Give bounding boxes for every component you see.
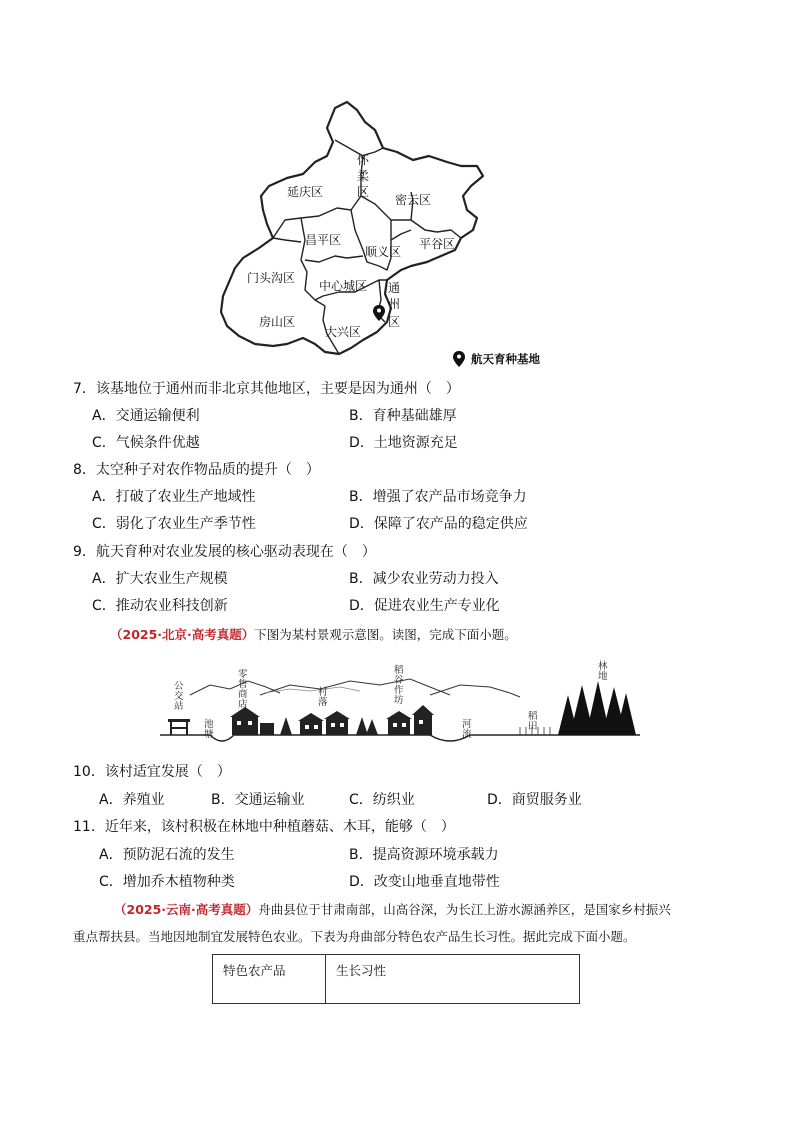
label-mill: 稻谷作坊 <box>394 665 404 706</box>
legend-pin-icon <box>453 351 465 367</box>
label-rice-field: 稻田 <box>528 711 538 732</box>
label-river: 河流 <box>462 719 472 740</box>
label-pinggu: 平谷区 <box>418 237 456 251</box>
source-tag: （2025·北京·高考真题） <box>110 627 255 642</box>
label-huairou-1: 怀 <box>356 153 370 167</box>
question-stem: 9．航天育种对农业发展的核心驱动表现在（ ） <box>73 544 376 560</box>
source-tag: （2025·云南·高考真题） <box>114 902 259 917</box>
option-a[interactable]: A．养殖业 <box>99 792 165 808</box>
option-d[interactable]: D．促进农业生产专业化 <box>349 598 500 614</box>
option-a[interactable]: A．预防泥石流的发生 <box>99 847 235 863</box>
village-houses <box>230 705 434 735</box>
forest <box>558 681 636 735</box>
label-huairou-2: 柔 <box>356 169 370 183</box>
village-scene-svg <box>160 655 640 755</box>
question-stem: 11．近年来，该村积极在林地中种植蘑菇、木耳，能够（ ） <box>73 819 455 835</box>
label-tongzhou-3: 区 <box>387 315 401 329</box>
legend-label: 航天育种基地 <box>471 352 540 366</box>
table-header-row <box>213 955 580 1004</box>
option-b[interactable]: B．增强了农产品市场竞争力 <box>349 489 527 505</box>
section-intro-beijing <box>110 626 517 644</box>
bus-stop-shelter <box>168 719 190 735</box>
label-changping: 昌平区 <box>304 233 342 247</box>
option-a[interactable]: A．扩大农业生产规模 <box>92 571 228 587</box>
label-pond: 池塘 <box>204 719 214 740</box>
label-bus-stop: 公交站 <box>174 681 184 712</box>
option-d[interactable]: D．商贸服务业 <box>487 792 582 808</box>
label-yanqing: 延庆区 <box>286 185 324 199</box>
label-daxing: 大兴区 <box>324 325 362 339</box>
label-shop: 零售商店 <box>238 669 248 710</box>
intro-text: 下图为某村景观示意图。读图，完成下面小题。 <box>254 627 517 642</box>
label-forest: 林地 <box>598 661 608 682</box>
label-shunyi: 顺义区 <box>364 245 402 259</box>
table-header-cell: 生长习性 <box>326 955 580 1004</box>
label-tongzhou-2: 州 <box>387 297 401 311</box>
option-b[interactable]: B．育种基础雄厚 <box>349 408 457 424</box>
label-mentougou: 门头沟区 <box>246 271 296 285</box>
option-b[interactable]: B．交通运输业 <box>211 792 305 808</box>
label-center: 中心城区 <box>318 279 368 293</box>
option-c[interactable]: C．纺织业 <box>349 792 415 808</box>
question-stem: 8．太空种子对农作物品质的提升（ ） <box>73 462 320 478</box>
label-tongzhou-1: 通 <box>387 281 401 295</box>
beijing-map <box>215 100 555 375</box>
crop-table <box>212 954 580 1004</box>
option-b[interactable]: B．提高资源环境承载力 <box>349 847 499 863</box>
intro-text-line2: 重点帮扶县。当地因地制宜发展特色农业。下表为舟曲部分特色农产品生长习性。据此完成下面小题。 <box>73 929 636 944</box>
table-header-cell: 特色农产品 <box>213 955 326 1004</box>
option-d[interactable]: D．改变山地垂直地带性 <box>349 874 500 890</box>
option-c[interactable]: C．气候条件优越 <box>92 435 200 451</box>
label-fangshan: 房山区 <box>258 315 296 329</box>
section-intro-yunnan <box>114 901 671 919</box>
option-c[interactable]: C．弱化了农业生产季节性 <box>92 516 256 532</box>
village-scene <box>160 655 640 755</box>
option-c[interactable]: C．增加乔木植物种类 <box>99 874 235 890</box>
option-d[interactable]: D．土地资源充足 <box>349 435 458 451</box>
label-huairou-3: 区 <box>356 185 370 199</box>
label-village: 村落 <box>318 687 328 708</box>
option-b[interactable]: B．减少农业劳动力投入 <box>349 571 499 587</box>
label-miyun: 密云区 <box>394 193 432 207</box>
option-a[interactable]: A．交通运输便利 <box>92 408 200 424</box>
question-stem: 7．该基地位于通州而非北京其他地区，主要是因为通州（ ） <box>73 381 460 397</box>
option-a[interactable]: A．打破了农业生产地域性 <box>92 489 256 505</box>
intro-text-line1: 舟曲县位于甘肃南部，山高谷深，为长江上游水源涵养区，是国家乡村振兴 <box>258 902 671 917</box>
beijing-map-svg <box>215 100 555 375</box>
option-c[interactable]: C．推动农业科技创新 <box>92 598 228 614</box>
question-stem: 10．该村适宜发展（ ） <box>73 764 231 780</box>
option-d[interactable]: D．保障了农产品的稳定供应 <box>349 516 528 532</box>
